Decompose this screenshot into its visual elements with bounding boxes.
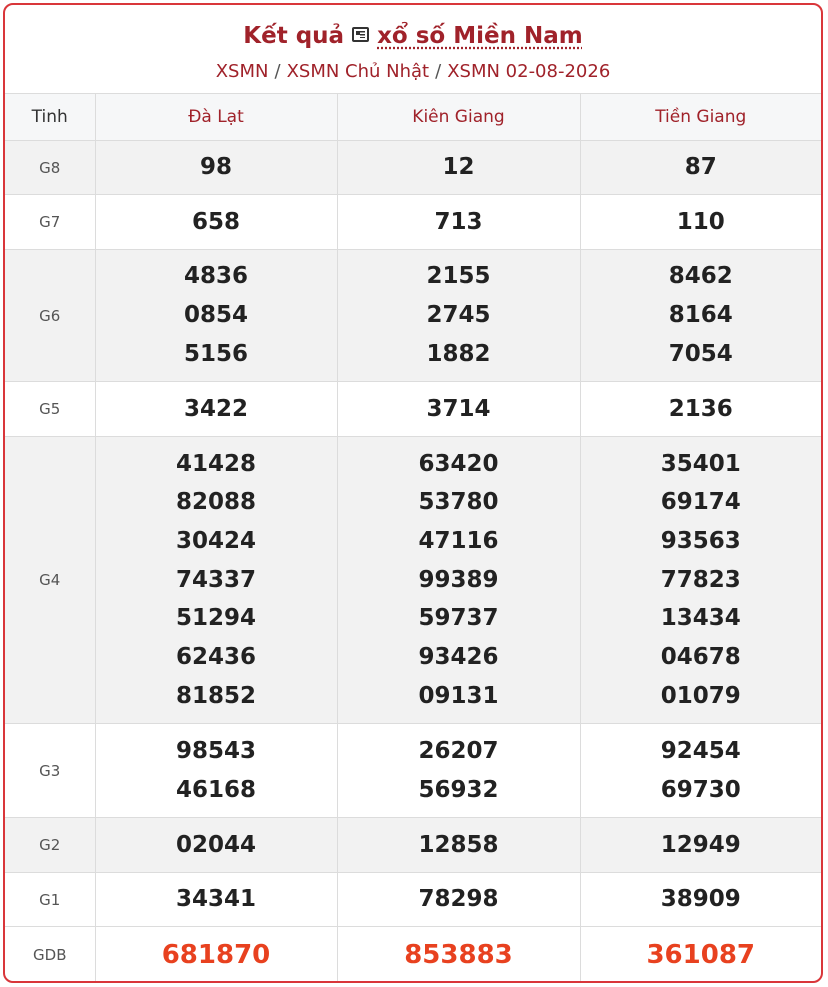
table-row <box>5 873 821 927</box>
breadcrumb-xsmn-sunday[interactable]: XSMN Chủ Nhật <box>286 61 430 82</box>
breadcrumb <box>5 61 821 82</box>
province-header[interactable]: Đà Lạt <box>95 94 337 141</box>
prize-number: 77823 <box>660 566 741 593</box>
corner-label: Tinh <box>5 94 95 141</box>
results-header <box>5 5 821 93</box>
prize-cell <box>337 141 580 195</box>
prize-cell <box>337 927 580 983</box>
prize-label: G1 <box>5 873 95 927</box>
prize-cell <box>337 250 580 382</box>
page-title <box>5 5 821 51</box>
results-table <box>5 93 821 983</box>
table-row <box>5 250 821 382</box>
prize-number: 110 <box>676 208 725 235</box>
prize-number: 3422 <box>183 395 248 422</box>
prize-number: 3714 <box>426 395 491 422</box>
prize-number: 62436 <box>175 644 257 671</box>
prize-cell <box>580 437 821 724</box>
prize-number: 713 <box>434 208 483 235</box>
prize-cell <box>95 382 337 437</box>
prize-number: 8164 <box>668 302 733 329</box>
prize-number: 8462 <box>668 263 733 290</box>
prize-number: 51294 <box>175 605 257 632</box>
prize-number: 98 <box>199 154 232 181</box>
prize-cell <box>95 818 337 873</box>
prize-cell <box>95 250 337 382</box>
prize-cell <box>580 818 821 873</box>
prize-number: 5156 <box>183 340 248 367</box>
special-prize-number: 681870 <box>161 939 271 970</box>
prize-number: 56932 <box>418 776 499 803</box>
prize-number: 69174 <box>660 489 741 516</box>
prize-cell <box>95 437 337 724</box>
table-row <box>5 437 821 724</box>
prize-cell <box>337 818 580 873</box>
prize-number: 38909 <box>660 886 741 913</box>
prize-label: G6 <box>5 250 95 382</box>
prize-cell <box>580 724 821 818</box>
prize-number: 01079 <box>660 682 741 709</box>
table-row <box>5 382 821 437</box>
prize-number: 13434 <box>660 605 741 632</box>
prize-number: 2155 <box>426 263 491 290</box>
prize-label: G2 <box>5 818 95 873</box>
prize-number: 93563 <box>660 527 741 554</box>
prize-number: 2745 <box>426 302 491 329</box>
prize-cell <box>95 927 337 983</box>
prize-number: 12 <box>442 154 475 181</box>
prize-number: 7054 <box>668 340 733 367</box>
prize-number: 658 <box>191 208 240 235</box>
prize-number: 04678 <box>660 644 741 671</box>
prize-cell <box>580 195 821 250</box>
prize-number: 63420 <box>418 450 499 477</box>
results-card <box>3 3 823 983</box>
prize-number: 99389 <box>418 566 499 593</box>
breadcrumb-separator: / <box>274 61 281 82</box>
prize-number: 34341 <box>175 886 257 913</box>
results-body <box>5 141 821 983</box>
prize-number: 69730 <box>660 776 741 803</box>
title-prefix: Kết quả <box>243 23 345 49</box>
prize-cell <box>337 437 580 724</box>
prize-cell <box>580 141 821 195</box>
breadcrumb-xsmn-date[interactable]: XSMN 02-08-2026 <box>447 61 611 82</box>
prize-number: 92454 <box>660 737 741 764</box>
title-region-link[interactable]: xổ số Miền Nam <box>377 23 583 49</box>
prize-number: 2136 <box>668 395 733 422</box>
prize-number: 98543 <box>175 737 257 764</box>
prize-number: 0854 <box>183 302 248 329</box>
prize-label: G5 <box>5 382 95 437</box>
breadcrumb-xsmn[interactable]: XSMN <box>215 61 269 82</box>
table-row <box>5 141 821 195</box>
prize-number: 1882 <box>426 340 491 367</box>
table-row <box>5 927 821 983</box>
prize-cell <box>337 195 580 250</box>
table-header-row <box>5 94 821 141</box>
prize-number: 82088 <box>175 489 257 516</box>
prize-cell <box>337 724 580 818</box>
prize-cell <box>95 724 337 818</box>
prize-cell <box>337 382 580 437</box>
prize-cell <box>580 873 821 927</box>
prize-number: 02044 <box>175 831 257 858</box>
prize-number: 12949 <box>660 831 741 858</box>
prize-label: G4 <box>5 437 95 724</box>
prize-number: 87 <box>684 154 717 181</box>
prize-label: G3 <box>5 724 95 818</box>
prize-cell <box>95 873 337 927</box>
prize-cell <box>95 195 337 250</box>
special-prize-number: 361087 <box>646 939 756 970</box>
prize-cell <box>95 141 337 195</box>
table-row <box>5 195 821 250</box>
prize-number: 93426 <box>418 644 499 671</box>
province-header[interactable]: Kiên Giang <box>337 94 580 141</box>
breadcrumb-separator: / <box>435 61 442 82</box>
prize-number: 41428 <box>175 450 257 477</box>
prize-number: 09131 <box>418 682 499 709</box>
prize-cell <box>337 873 580 927</box>
prize-cell <box>580 927 821 983</box>
prize-label: GDB <box>5 927 95 983</box>
prize-number: 4836 <box>183 263 248 290</box>
prize-number: 46168 <box>175 776 257 803</box>
prize-cell <box>580 250 821 382</box>
prize-cell <box>580 382 821 437</box>
prize-number: 30424 <box>175 527 257 554</box>
prize-number: 59737 <box>418 605 499 632</box>
table-row <box>5 818 821 873</box>
table-row <box>5 724 821 818</box>
prize-number: 81852 <box>175 682 257 709</box>
province-header[interactable]: Tiền Giang <box>580 94 821 141</box>
prize-number: 53780 <box>418 489 499 516</box>
prize-number: 26207 <box>418 737 499 764</box>
prize-number: 47116 <box>418 527 499 554</box>
prize-number: 35401 <box>660 450 741 477</box>
prize-number: 12858 <box>418 831 499 858</box>
special-prize-number: 853883 <box>404 939 513 970</box>
prize-number: 74337 <box>175 566 257 593</box>
prize-number: 78298 <box>418 886 499 913</box>
prize-label: G8 <box>5 141 95 195</box>
prize-label: G7 <box>5 195 95 250</box>
newspaper-icon <box>352 27 369 42</box>
